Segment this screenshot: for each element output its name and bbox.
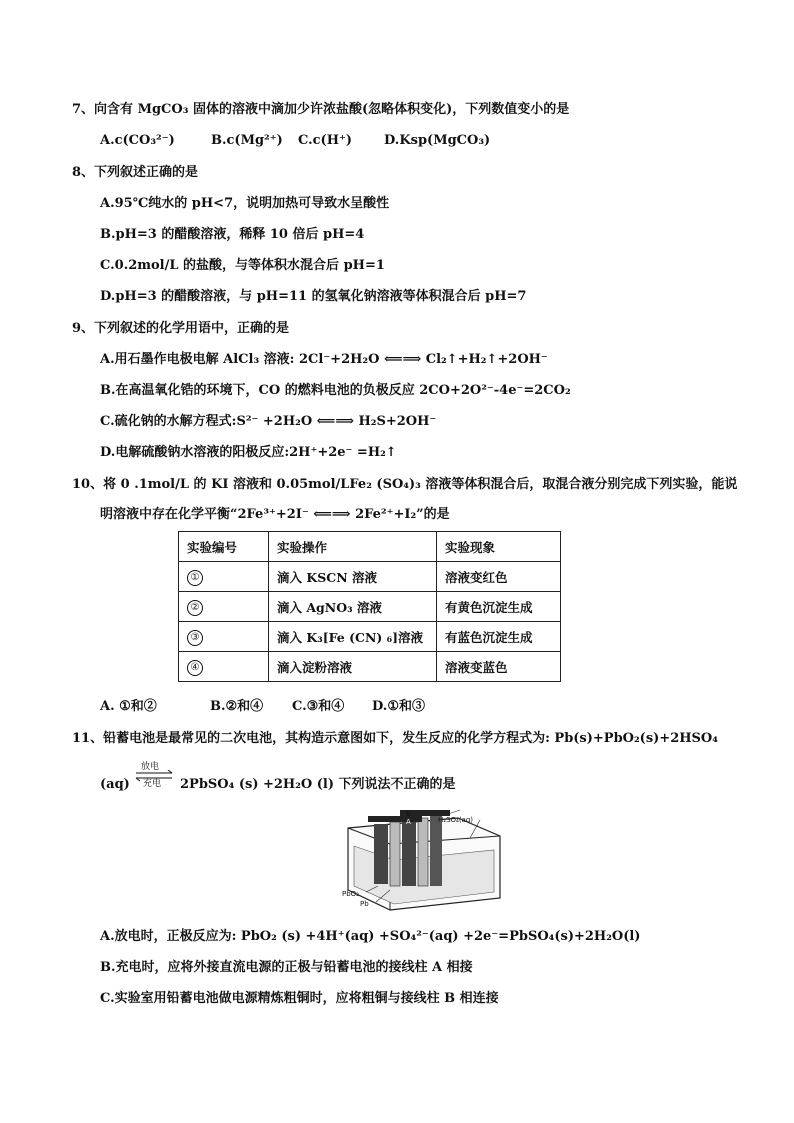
table-row (179, 562, 561, 592)
q7-option-a: A.c(CO₃²⁻) (100, 133, 175, 148)
row-number: ② (187, 600, 203, 616)
header-op: 实验操作 (269, 532, 437, 562)
table-row (179, 592, 561, 622)
terminal-label-a: A (406, 818, 411, 826)
row-number: ① (187, 570, 203, 586)
q10-option-c: C.③和④ (292, 699, 345, 714)
q7-option-b: B.c(Mg²⁺) (211, 133, 283, 148)
q10-stem-line2: 明溶液中存在化学平衡“2Fe³⁺+2I⁻ ⟸⟹ 2Fe²⁺+I₂”的是 (100, 507, 450, 522)
q8-option-d: D.pH=3 的醋酸溶液，与 pH=11 的氢氧化钠溶液等体积混合后 pH=7 (100, 289, 527, 304)
arrow-label-discharge: 放电 (141, 762, 160, 772)
q9-option-a: A.用石墨作电极电解 AlCl₃ 溶液: 2Cl⁻+2H₂O ⟸⟹ Cl₂↑+H₂↑+2OH⁻ (100, 352, 548, 367)
q10-option-a: A. ①和② (100, 699, 157, 714)
row-observation: 有蓝色沉淀生成 (437, 622, 561, 652)
table-header-row (179, 532, 561, 562)
row-operation: 滴入 KSCN 溶液 (269, 562, 437, 592)
q11-stem-line1: 11、铅蓄电池是最常见的二次电池，其构造示意图如下，发生反应的化学方程式为: Pb(s)+PbO₂(s)+2HSO₄ (72, 731, 718, 746)
q10-stem-line1: 10、将 0 .1mol/L 的 KI 溶液和 0.05mol/LFe₂ (SO₄)₃ 溶液等体积混合后，取混合液分别完成下列实验，能说 (72, 477, 738, 492)
acid-label: H₂SO₄(aq) (438, 816, 474, 824)
arrow-label-charge: 充电 (143, 779, 162, 789)
row-observation: 有黄色沉淀生成 (437, 592, 561, 622)
q10-option-b: B.②和④ (210, 699, 264, 714)
q9-option-c: C.硫化钠的水解方程式:S²⁻ +2H₂O ⟸⟹ H₂S+2OH⁻ (100, 414, 437, 429)
q9-option-d: D.电解硫酸钠水溶液的阳极反应:2H⁺+2e⁻ =H₂↑ (100, 445, 397, 460)
row-operation: 滴入 AgNO₃ 溶液 (269, 592, 437, 622)
header-no: 实验编号 (179, 532, 269, 562)
q7-option-d: D.Ksp(MgCO₃) (384, 133, 491, 148)
q9-stem: 9、下列叙述的化学用语中，正确的是 (72, 321, 290, 336)
pb-label: Pb (360, 900, 369, 908)
q11-option-a: A.放电时，正极反应为: PbO₂ (s) +4H⁺(aq) +SO₄²⁻(aq) +2e⁻=PbSO₄(s)+2H₂O(l) (100, 929, 641, 944)
q10-experiment-table (178, 531, 561, 682)
header-obs: 实验现象 (437, 532, 561, 562)
row-number: ④ (187, 660, 203, 676)
row-operation: 滴入 K₃[Fe (CN) ₆]溶液 (269, 622, 437, 652)
q11-option-c: C.实验室用铅蓄电池做电源精炼粗铜时，应将粗铜与接线柱 B 相连接 (100, 991, 499, 1006)
q10-option-d: D.①和③ (372, 699, 425, 714)
q8-stem: 8、下列叙述正确的是 (72, 165, 199, 180)
row-number: ③ (187, 630, 203, 646)
row-observation: 溶液变红色 (437, 562, 561, 592)
q11-stem-line2: 2PbSO₄ (s) +2H₂O (l) 下列说法不正确的是 (180, 777, 456, 792)
q8-option-b: B.pH=3 的醋酸溶液，稀释 10 倍后 pH=4 (100, 227, 365, 242)
pbo2-label: PbO₂ (342, 890, 359, 898)
q9-option-b: B.在高温氧化锆的环境下，CO 的燃料电池的负极反应 2CO+2O²⁻-4e⁻=2CO₂ (100, 383, 571, 398)
table-row (179, 652, 561, 682)
q7-stem: 7、向含有 MgCO₃ 固体的溶液中滴加少许浓盐酸(忽略体积变化)，下列数值变小的是 (72, 102, 570, 117)
q11-stem-aq: (aq) (100, 777, 130, 792)
q11-option-b: B.充电时，应将外接直流电源的正极与铅蓄电池的接线柱 A 相接 (100, 960, 473, 975)
q8-option-c: C.0.2mol/L 的盐酸，与等体积水混合后 pH=1 (100, 258, 385, 273)
row-observation: 溶液变蓝色 (437, 652, 561, 682)
terminal-label-b: B (406, 810, 411, 818)
lead-acid-battery-figure (340, 806, 512, 912)
q8-option-a: A.95℃纯水的 pH<7，说明加热可导致水呈酸性 (100, 196, 390, 211)
row-operation: 滴入淀粉溶液 (269, 652, 437, 682)
q7-option-c: C.c(H⁺) (298, 133, 353, 148)
table-row (179, 622, 561, 652)
